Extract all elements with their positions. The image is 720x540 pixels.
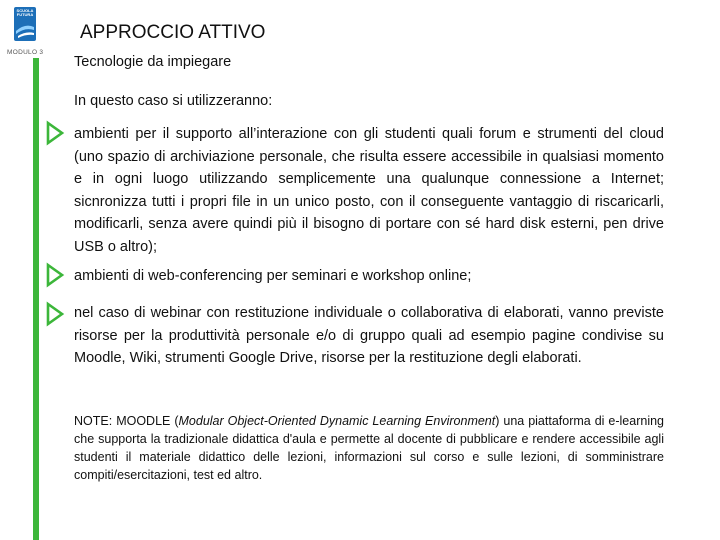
page-subtitle: Tecnologie da impiegare bbox=[74, 54, 232, 70]
module-label: MODULO 3 bbox=[7, 49, 44, 56]
note-body: ) una piattaforma di e-learning che supporta la tradizionale didattica d'aula e permette al docente di pubblicare e rendere accessibile agli studenti il materiale didattico delle lezioni, informazioni sul corso e sulle lezioni, di somministrare compiti/esercitazioni, test ed altro. bbox=[74, 414, 664, 482]
school-logo-icon bbox=[14, 7, 36, 41]
logo-text: SCUOLA FUTURA bbox=[16, 8, 34, 18]
note-label: NOTE: bbox=[74, 414, 113, 428]
bullet-arrow-icon bbox=[45, 120, 65, 146]
note-term: MOODLE ( bbox=[116, 414, 179, 428]
list-item: nel caso di webinar con restituzione individuale o collaborativa di elaborati, vanno previste risorse per la produttività personale e/o di gruppo quali ad esempio pagine condivise su Moodle, Wiki, strumenti Google Drive, risorse per la restituzione degli elaborati. bbox=[74, 305, 664, 366]
bullet-arrow-icon bbox=[45, 301, 65, 327]
intro-text: In questo caso si utilizzeranno: bbox=[74, 93, 273, 109]
accent-bar bbox=[33, 58, 39, 540]
note-paragraph bbox=[74, 412, 664, 484]
list-item: ambienti per il supporto all’interazione con gli studenti quali forum e strumenti del cloud (uno spazio di archiviazione personale, che risulta essere accessibile in qualsiasi momento e in ogni luogo utilizzando semplicemente una qualunque connessione a Internet; sicnronizza tutti i propri file in un unico posto, con il conseguente vantaggio di riscaricarli, modificarli, senza avere quindi più il bisogno di portare con sé hard disk esterni, pen drive USB o altro); bbox=[74, 126, 664, 255]
list-item: ambienti di web-conferencing per seminari e workshop online; bbox=[74, 268, 472, 284]
bullet-arrow-icon bbox=[45, 262, 65, 288]
note-expansion: Modular Object-Oriented Dynamic Learning Environment bbox=[178, 414, 496, 428]
page-title: APPROCCIO ATTIVO bbox=[80, 22, 266, 43]
